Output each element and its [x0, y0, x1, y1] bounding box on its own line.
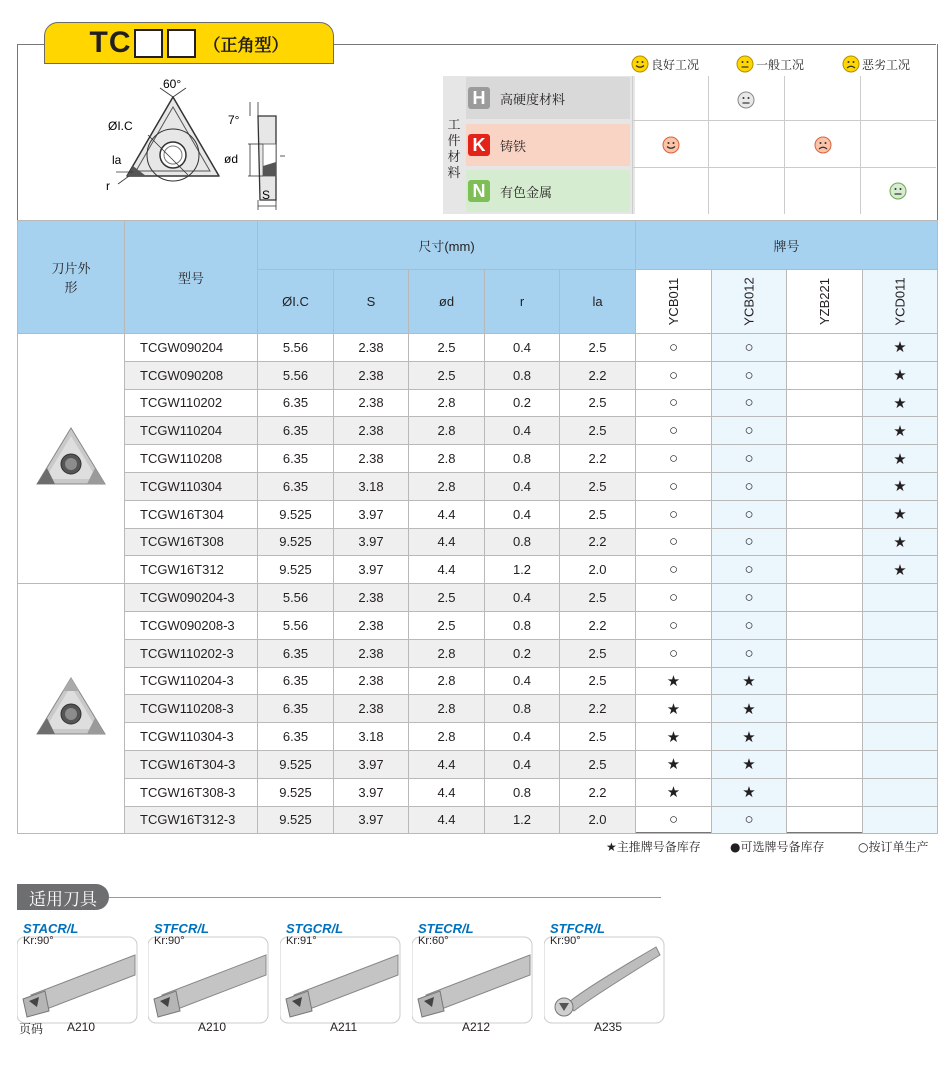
page-label: 页码 [19, 1022, 44, 1036]
grade-cell: ○ [712, 806, 787, 834]
dim-cell-ic: 6.35 [258, 417, 334, 445]
table-row [18, 500, 938, 528]
neutral-face-icon [737, 91, 755, 109]
grade-cell: ★ [712, 667, 787, 695]
grade-cell: ○ [636, 334, 712, 362]
dim-cell-d: 2.8 [409, 723, 485, 751]
dim-cell-d: 4.4 [409, 750, 485, 778]
grade-cell: ○ [712, 417, 787, 445]
dim-cell-la: 2.0 [560, 556, 636, 584]
dim-cell-ic: 6.35 [258, 723, 334, 751]
model-cell: TCGW16T308 [125, 528, 258, 556]
grade-cell: ○ [712, 472, 787, 500]
tool-kr: Kr:91° [286, 935, 317, 947]
dim-cell-s: 2.38 [334, 417, 409, 445]
model-cell: TCGW110304 [125, 472, 258, 500]
grade-cell [787, 750, 863, 778]
insert-photo-icon [31, 672, 111, 742]
tool-card[interactable] [17, 921, 138, 1015]
dim-cell-ic: 6.35 [258, 695, 334, 723]
header-grade-ycb012: YCB012 [712, 270, 787, 334]
dim-cell-r: 0.4 [485, 667, 560, 695]
dim-cell-la: 2.5 [560, 723, 636, 751]
tool-code: STFCR/L [154, 921, 209, 936]
dim-cell-r: 0.4 [485, 584, 560, 612]
insert-photo-icon [31, 422, 111, 492]
grade-cell [863, 639, 938, 667]
header-dim-la: la [560, 270, 636, 334]
grade-cell [863, 667, 938, 695]
happy-face-icon [631, 55, 649, 73]
thickness-label: S [262, 188, 271, 202]
grade-cell: ○ [636, 584, 712, 612]
header-dim-d: ød [409, 270, 485, 334]
tools-heading: 适用刀具 [17, 884, 109, 910]
title-placeholder-box [167, 29, 196, 58]
dim-cell-s: 2.38 [334, 611, 409, 639]
legend-normal [736, 55, 804, 73]
dim-cell-r: 0.4 [485, 417, 560, 445]
table-row [18, 611, 938, 639]
condition-divider [632, 167, 936, 168]
insert-spec-table [17, 220, 938, 834]
tool-card[interactable] [412, 921, 533, 1015]
dim-cell-d: 2.8 [409, 389, 485, 417]
dim-cell-s: 3.18 [334, 472, 409, 500]
legend-good [631, 55, 699, 73]
dim-cell-d: 4.4 [409, 778, 485, 806]
dim-cell-s: 2.38 [334, 695, 409, 723]
tool-code: STGCR/L [286, 921, 344, 936]
table-row [18, 806, 938, 834]
dim-cell-d: 2.8 [409, 639, 485, 667]
grade-cell [863, 611, 938, 639]
dim-cell-r: 0.8 [485, 778, 560, 806]
model-cell: TCGW16T312 [125, 556, 258, 584]
dim-cell-s: 2.38 [334, 639, 409, 667]
grade-cell: ★ [863, 445, 938, 473]
grade-cell: ★ [863, 361, 938, 389]
dim-cell-la: 2.5 [560, 389, 636, 417]
insert-shape-cell [18, 334, 125, 584]
grade-cell [787, 778, 863, 806]
grade-cell: ★ [863, 500, 938, 528]
grade-cell: ★ [712, 778, 787, 806]
grade-cell: ○ [636, 445, 712, 473]
tool-page-ref: A210 [198, 1020, 227, 1034]
dim-cell-d: 4.4 [409, 500, 485, 528]
dim-cell-d: 4.4 [409, 806, 485, 834]
dim-cell-la: 2.0 [560, 806, 636, 834]
tool-page-ref: A235 [594, 1020, 623, 1034]
material-row-h [466, 77, 630, 119]
header-grade-ycb011: YCB011 [636, 270, 712, 334]
dim-cell-ic: 6.35 [258, 472, 334, 500]
grade-cell: ○ [636, 639, 712, 667]
dim-cell-d: 2.8 [409, 472, 485, 500]
dim-cell-ic: 6.35 [258, 389, 334, 417]
dim-cell-ic: 5.56 [258, 611, 334, 639]
grade-cell [863, 806, 938, 834]
title-prefix: TC [89, 26, 132, 59]
grade-cell [863, 695, 938, 723]
grade-cell: ★ [636, 695, 712, 723]
grade-cell [787, 695, 863, 723]
grade-cell: ○ [636, 611, 712, 639]
dim-cell-ic: 9.525 [258, 806, 334, 834]
sad-face-icon [814, 136, 832, 154]
material-row-n [466, 170, 630, 212]
header-grade-ycd011: YCD011 [863, 270, 938, 334]
grade-cell [787, 556, 863, 584]
grade-cell: ○ [712, 361, 787, 389]
tool-page-ref: A212 [462, 1020, 491, 1034]
dim-cell-ic: 9.525 [258, 750, 334, 778]
tool-card[interactable] [148, 921, 269, 1015]
dim-cell-la: 2.2 [560, 361, 636, 389]
dim-cell-d: 4.4 [409, 556, 485, 584]
tool-kr: Kr:90° [550, 935, 581, 947]
table-row [18, 584, 938, 612]
grade-cell [787, 806, 863, 834]
header-dim-s: S [334, 270, 409, 334]
grade-cell [787, 500, 863, 528]
dim-cell-la: 2.5 [560, 472, 636, 500]
dim-cell-r: 1.2 [485, 806, 560, 834]
model-cell: TCGW110208 [125, 445, 258, 473]
grade-cell [863, 750, 938, 778]
dim-cell-d: 2.5 [409, 584, 485, 612]
grade-cell [787, 361, 863, 389]
grade-cell: ★ [712, 723, 787, 751]
table-row [18, 445, 938, 473]
header-dim-r: r [485, 270, 560, 334]
dim-cell-d: 2.8 [409, 695, 485, 723]
grade-cell [787, 639, 863, 667]
grade-cell [863, 584, 938, 612]
dim-cell-r: 0.8 [485, 695, 560, 723]
dim-cell-ic: 5.56 [258, 361, 334, 389]
dim-cell-r: 1.2 [485, 556, 560, 584]
dim-cell-r: 0.8 [485, 528, 560, 556]
table-row [18, 417, 938, 445]
legend-good-label: 良好工况 [651, 57, 700, 72]
workpiece-material-label: 工件材料 [447, 118, 461, 181]
table-row [18, 750, 938, 778]
grade-cell: ○ [636, 556, 712, 584]
dim-cell-s: 2.38 [334, 584, 409, 612]
model-cell: TCGW090208-3 [125, 611, 258, 639]
grade-cell [787, 472, 863, 500]
angle-label: 60° [163, 77, 182, 91]
tool-kr: Kr:90° [23, 935, 54, 947]
material-n-name: 有色金属 [500, 185, 553, 201]
dim-cell-la: 2.5 [560, 750, 636, 778]
table-row [18, 389, 938, 417]
dim-cell-s: 2.38 [334, 389, 409, 417]
grade-cell: ○ [712, 389, 787, 417]
la-label: la [112, 153, 122, 167]
dim-cell-r: 0.8 [485, 445, 560, 473]
grade-cell: ★ [636, 723, 712, 751]
dim-cell-s: 2.38 [334, 334, 409, 362]
grade-cell: ★ [636, 750, 712, 778]
dim-cell-ic: 9.525 [258, 556, 334, 584]
dim-cell-la: 2.5 [560, 584, 636, 612]
grade-cell: ○ [712, 500, 787, 528]
grade-cell: ★ [863, 417, 938, 445]
material-h-badge: H [468, 87, 490, 109]
table-row [18, 723, 938, 751]
dim-cell-s: 2.38 [334, 667, 409, 695]
tool-card[interactable] [280, 921, 401, 1015]
relief-label: 7° [228, 113, 240, 127]
dim-cell-d: 2.5 [409, 334, 485, 362]
grade-cell: ○ [712, 639, 787, 667]
dim-cell-r: 0.4 [485, 500, 560, 528]
table-row [18, 472, 938, 500]
material-h-name: 高硬度材料 [500, 92, 566, 108]
grade-cell [787, 667, 863, 695]
dim-cell-ic: 9.525 [258, 778, 334, 806]
grade-cell: ★ [863, 389, 938, 417]
title-tab [44, 22, 334, 64]
dim-cell-s: 3.97 [334, 806, 409, 834]
dim-cell-s: 3.97 [334, 556, 409, 584]
dim-cell-s: 2.38 [334, 361, 409, 389]
header-model: 型号 [125, 221, 258, 334]
dim-cell-r: 0.4 [485, 750, 560, 778]
ic-label: ØI.C [108, 119, 133, 133]
material-row-k [466, 124, 630, 166]
model-cell: TCGW110202 [125, 389, 258, 417]
grade-cell [863, 778, 938, 806]
grade-cell: ★ [712, 750, 787, 778]
grade-cell: ○ [712, 556, 787, 584]
model-cell: TCGW110204-3 [125, 667, 258, 695]
tool-page-ref: A211 [330, 1020, 358, 1034]
grade-cell [787, 334, 863, 362]
grade-cell [787, 723, 863, 751]
grade-cell [863, 723, 938, 751]
model-cell: TCGW110304-3 [125, 723, 258, 751]
grade-cell: ○ [712, 611, 787, 639]
grade-cell: ★ [863, 334, 938, 362]
condition-divider [632, 120, 936, 121]
title-suffix: （正角型） [203, 35, 289, 56]
header-grade-yzb221: YZB221 [787, 270, 863, 334]
tool-code: STECR/L [418, 921, 474, 936]
stock-note-optional: ●可选牌号备库存 [730, 840, 825, 854]
tool-code: STFCR/L [550, 921, 605, 936]
grade-cell: ○ [636, 361, 712, 389]
dim-cell-s: 3.97 [334, 750, 409, 778]
dim-cell-r: 0.2 [485, 639, 560, 667]
dim-cell-la: 2.5 [560, 500, 636, 528]
grade-cell: ★ [863, 528, 938, 556]
table-row [18, 695, 938, 723]
model-cell: TCGW090204 [125, 334, 258, 362]
dim-cell-la: 2.5 [560, 667, 636, 695]
tool-kr: Kr:90° [154, 935, 185, 947]
table-row [18, 556, 938, 584]
happy-face-icon [662, 136, 680, 154]
grade-cell [787, 445, 863, 473]
dim-cell-s: 3.97 [334, 500, 409, 528]
grade-cell: ○ [636, 528, 712, 556]
dim-cell-s: 3.97 [334, 528, 409, 556]
header-dim-ic: ØI.C [258, 270, 334, 334]
dim-cell-r: 0.8 [485, 361, 560, 389]
dim-cell-d: 2.5 [409, 361, 485, 389]
sad-face-icon [842, 55, 860, 73]
header-shape: 刀片外形 [18, 221, 125, 334]
dim-cell-d: 2.8 [409, 445, 485, 473]
grade-cell: ○ [712, 445, 787, 473]
dim-cell-ic: 9.525 [258, 500, 334, 528]
dim-cell-la: 2.2 [560, 611, 636, 639]
grade-cell [787, 417, 863, 445]
model-cell: TCGW16T304 [125, 500, 258, 528]
grade-cell: ★ [636, 667, 712, 695]
title-placeholder-box [134, 29, 163, 58]
r-label: r [106, 179, 110, 193]
dim-cell-s: 3.18 [334, 723, 409, 751]
insert-shape-cell [18, 584, 125, 834]
dim-cell-d: 2.8 [409, 417, 485, 445]
header-dimensions: 尺寸(mm) [258, 221, 636, 270]
material-k-badge: K [468, 134, 490, 156]
dim-cell-d: 2.8 [409, 667, 485, 695]
tool-card[interactable] [544, 921, 665, 1015]
legend-bad [842, 55, 910, 73]
table-row [18, 361, 938, 389]
dim-cell-r: 0.2 [485, 389, 560, 417]
dim-cell-d: 4.4 [409, 528, 485, 556]
legend-normal-label: 一般工况 [756, 57, 805, 72]
neutral-face-icon [889, 182, 907, 200]
stock-note-main: ★主推牌号备库存 [606, 840, 701, 854]
dim-cell-ic: 6.35 [258, 639, 334, 667]
table-row [18, 639, 938, 667]
dim-cell-la: 2.5 [560, 639, 636, 667]
dim-cell-r: 0.4 [485, 472, 560, 500]
dim-cell-la: 2.2 [560, 695, 636, 723]
model-cell: TCGW16T304-3 [125, 750, 258, 778]
material-k-name: 铸铁 [500, 139, 527, 155]
table-row [18, 528, 938, 556]
grade-cell: ○ [712, 584, 787, 612]
dim-cell-ic: 5.56 [258, 334, 334, 362]
dim-cell-ic: 5.56 [258, 584, 334, 612]
model-cell: TCGW16T312-3 [125, 806, 258, 834]
model-cell: TCGW110208-3 [125, 695, 258, 723]
grade-cell: ○ [636, 806, 712, 834]
grade-cell [787, 584, 863, 612]
grade-cell: ○ [636, 389, 712, 417]
dim-cell-la: 2.5 [560, 417, 636, 445]
grade-cell: ○ [636, 500, 712, 528]
model-cell: TCGW110202-3 [125, 639, 258, 667]
dim-cell-ic: 6.35 [258, 667, 334, 695]
table-row [18, 778, 938, 806]
grade-cell: ★ [863, 556, 938, 584]
tool-page-ref: A210 [67, 1020, 96, 1034]
grade-cell: ○ [712, 334, 787, 362]
dim-cell-ic: 6.35 [258, 445, 334, 473]
dim-cell-r: 0.8 [485, 611, 560, 639]
grade-cell: ★ [636, 778, 712, 806]
grade-cell [787, 611, 863, 639]
grade-cell: ★ [712, 695, 787, 723]
tool-code: STACR/L [23, 921, 79, 936]
dim-cell-la: 2.5 [560, 334, 636, 362]
hole-label: ød [224, 152, 239, 166]
tool-kr: Kr:60° [418, 935, 449, 947]
dim-cell-ic: 9.525 [258, 528, 334, 556]
model-cell: TCGW110204 [125, 417, 258, 445]
dim-cell-d: 2.5 [409, 611, 485, 639]
stock-note-order: ○按订单生产 [858, 840, 929, 854]
grade-cell: ○ [636, 417, 712, 445]
dim-cell-la: 2.2 [560, 528, 636, 556]
insert-diagram [100, 72, 300, 217]
dim-cell-r: 0.4 [485, 723, 560, 751]
grade-cell [787, 389, 863, 417]
dim-cell-r: 0.4 [485, 334, 560, 362]
neutral-face-icon [736, 55, 754, 73]
legend-bad-label: 恶劣工况 [862, 57, 911, 72]
table-row [18, 334, 938, 362]
dim-cell-s: 3.97 [334, 778, 409, 806]
model-cell: TCGW090204-3 [125, 584, 258, 612]
model-cell: TCGW16T308-3 [125, 778, 258, 806]
tools-divider [109, 897, 661, 898]
dim-cell-la: 2.2 [560, 778, 636, 806]
grade-cell: ○ [636, 472, 712, 500]
grade-cell [787, 528, 863, 556]
grade-cell: ○ [712, 528, 787, 556]
table-row [18, 667, 938, 695]
grade-cell: ★ [863, 472, 938, 500]
dim-cell-la: 2.2 [560, 445, 636, 473]
material-n-badge: N [468, 180, 490, 202]
dim-cell-s: 2.38 [334, 445, 409, 473]
model-cell: TCGW090208 [125, 361, 258, 389]
header-grades: 牌号 [636, 221, 938, 270]
